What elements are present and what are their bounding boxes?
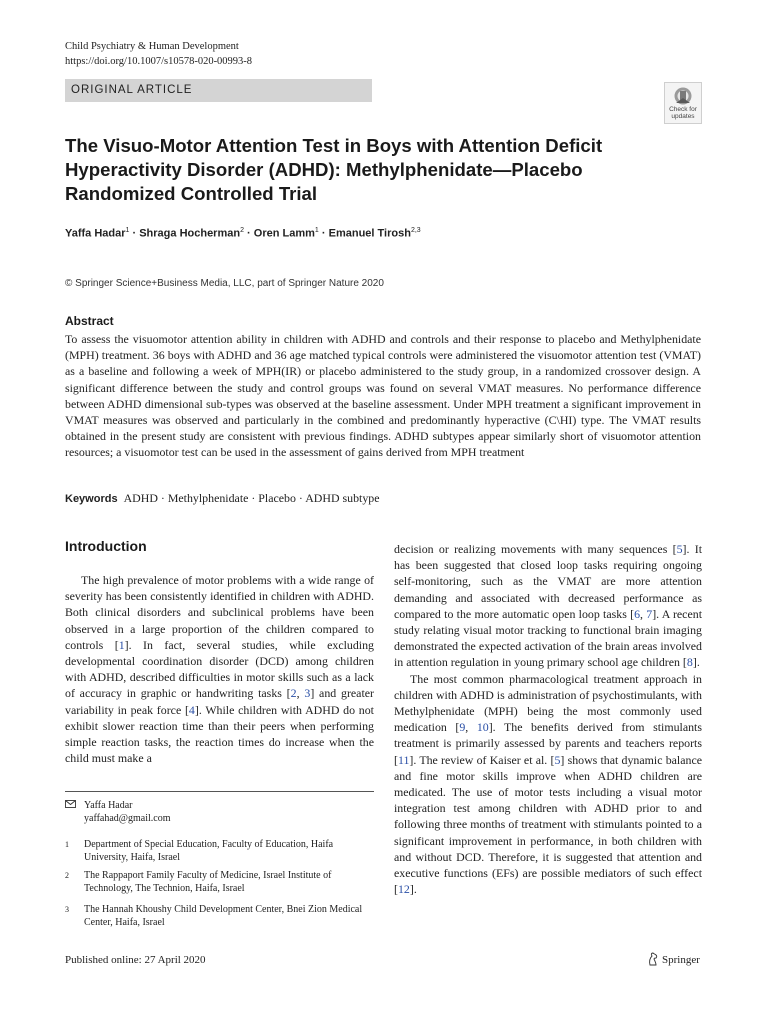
citation-link[interactable]: 2 — [290, 686, 297, 701]
author-list: Yaffa Hadar$^1$ · Shraga Hocherman$^2$ · Oren Lamm$^1$ · Emanuel Tirosh$^{2,3}$ — [65, 227, 421, 240]
journal-name: Child Psychiatry & Human Development — [65, 41, 239, 52]
check-updates-icon — [672, 86, 694, 106]
check-for-updates-badge[interactable] — [664, 82, 702, 124]
keywords-list: ADHD · Methylphenidate · Placebo · ADHD subtype — [123, 491, 380, 505]
intro-right-column — [394, 541, 702, 897]
citation-link[interactable]: 9 — [459, 720, 466, 735]
citation-link[interactable]: 11 — [397, 752, 410, 767]
affiliation-number: 3 — [65, 905, 69, 914]
check-updates-label-1: Check for — [669, 106, 697, 113]
corresponding-author — [65, 799, 374, 827]
footnote-divider — [65, 791, 374, 792]
intro-paragraph-continued: decision or realizing movements with many sequences [5]. It has been suggested that closed loop tasks requiring ongoing self-monitoring, such as the VMAT are more attention demanding and associated with decreased performance as compared to the more automatic open loop tasks [6, 7]. A recent study relating visual motor tracking to functional brain imaging demonstrated the expected activation of the brain areas involved in attention regulation in young primary school age children [8]. — [394, 542, 702, 670]
citation-link[interactable]: 12 — [397, 882, 410, 897]
citation-link[interactable]: 5 — [676, 542, 683, 556]
section-heading-introduction: Introduction — [65, 538, 147, 554]
copyright-notice: © Springer Science+Business Media, LLC, part of Springer Nature 2020 — [65, 278, 384, 289]
envelope-icon — [65, 799, 76, 812]
keywords — [65, 491, 380, 506]
affiliation-text: The Rappaport Family Faculty of Medicine, Israel Institute of Technology, The Technion, Haifa, Israel — [84, 870, 332, 894]
springer-horse-icon — [647, 952, 659, 966]
citation-link[interactable]: 7 — [646, 606, 653, 621]
corresponding-name: Yaffa Hadar — [84, 800, 133, 811]
citation-link[interactable]: 4 — [188, 702, 195, 717]
check-updates-label-2: updates — [671, 113, 695, 120]
corresponding-email[interactable]: yaffahad@gmail.com — [84, 813, 171, 824]
publisher-name: Springer — [662, 954, 700, 966]
author-affiliation-mark: 1 — [125, 227, 130, 234]
affiliation-number: 2 — [65, 871, 69, 880]
affiliation-number: 1 — [65, 840, 69, 849]
author-affiliation-mark: 2,3 — [410, 227, 421, 234]
citation-link[interactable]: 8 — [686, 655, 693, 670]
doi-link[interactable]: https://doi.org/10.1007/s10578-020-00993-8 — [65, 56, 253, 67]
author-affiliation-mark: 1 — [314, 227, 319, 234]
affiliation-footnote — [65, 869, 374, 897]
intro-paragraph-2: The most common pharmacological treatment approach in children with ADHD is administration of psychostimulants, with Methylphenidate (MPH) being the most commonly used medication [9, 10]. The benefits derived from stimulants treatment is primarily assessed by parents and teachers reports [11]. The review of Kaiser et al. [5] shows that dynamic balance and fine motor skills improve when ADHD children are medicated. The use of motor tests including a visual motor integration test among children with ADHD prior to and following three months of treatment with stimulants pointed to a significant improvement in performance, in both children with and without DCD. Therefore, it is suggested that attention and executive functions (EFs) are possible mediators of such effect [12]. — [394, 671, 702, 897]
author-affiliation-mark: 2 — [240, 227, 244, 234]
author-name[interactable]: Yaffa Hadar — [65, 227, 126, 240]
affiliation-footnote — [65, 903, 374, 931]
intro-paragraph-left: The high prevalence of motor problems with a wide range of severity has been consistently identified in children with ADHD. Both clinical disorders and subclinical problems have been observed in a large proportion of the children compared to controls [1]. In fact, several studies, while excluding developmental coordination disorder (DCD) among children with ADHD, described difficulties in motor skills such as a lack of accuracy in graphic or handwriting tasks [2, 3] and greater variability in peak force [4]. While children with ADHD do not exhibit slower reaction time than their peers when performing simple reaction tasks, the reaction times do increase when the child must make a — [65, 573, 375, 766]
author-name[interactable]: Emanuel Tirosh — [328, 227, 411, 240]
article-title: The Visuo-Motor Attention Test in Boys with Attention Deficit Hyperactivity Disorder (ADHD): Methylphenidate—Placebo Randomized Controlled Trial — [65, 135, 603, 204]
affiliation-text: The Hannah Khoushy Child Development Center, Bnei Zion Medical Center, Haifa, Israel — [84, 904, 363, 928]
journal-header — [65, 39, 252, 69]
keywords-label: Keywords — [65, 493, 118, 505]
citation-link[interactable]: 3 — [304, 686, 311, 701]
author-name[interactable]: Oren Lamm — [253, 227, 315, 240]
published-date: Published online: 27 April 2020 — [65, 954, 206, 966]
affiliation-text: Department of Special Education, Faculty of Education, Haifa University, Haifa, Israel — [84, 839, 334, 863]
affiliation-footnote — [65, 838, 374, 866]
abstract-heading: Abstract — [65, 314, 114, 328]
citation-link[interactable]: 1 — [118, 637, 125, 652]
abstract-text: To assess the visuomotor attention ability in children with ADHD and controls and their response to placebo and Methylphenidate (MPH) treatment. 36 boys with ADHD and 36 age matched typical controls were administered the visuomotor attention test (VMAT) as a baseline and following a week of MPH(IR) or placebo administered to the study group, in a randomized crossover design. A significant difference between the study and control groups was found on several VMAT measures. No performance difference between ADHD dimensional sub-types was observed at the baseline assessment. Under MPH treatment a significant improvement in VMAT measures was observed and particularly in the combined and predominantly hyperactive (C\HI) type. The VMAT results obtained in the present study are consistent with previous findings. ADHD subtypes appear similarly short of visuomotor attention resources; a visuomotor test can be used in the assessment of gains derived from MPH treatment — [65, 332, 701, 460]
publisher-logo — [647, 952, 700, 966]
author-name[interactable]: Shraga Hocherman — [139, 227, 241, 240]
citation-link[interactable]: 6 — [634, 606, 641, 621]
citation-link[interactable]: 5 — [554, 752, 561, 767]
citation-link[interactable]: 10 — [476, 720, 489, 735]
section-banner: ORIGINAL ARTICLE — [65, 79, 372, 102]
